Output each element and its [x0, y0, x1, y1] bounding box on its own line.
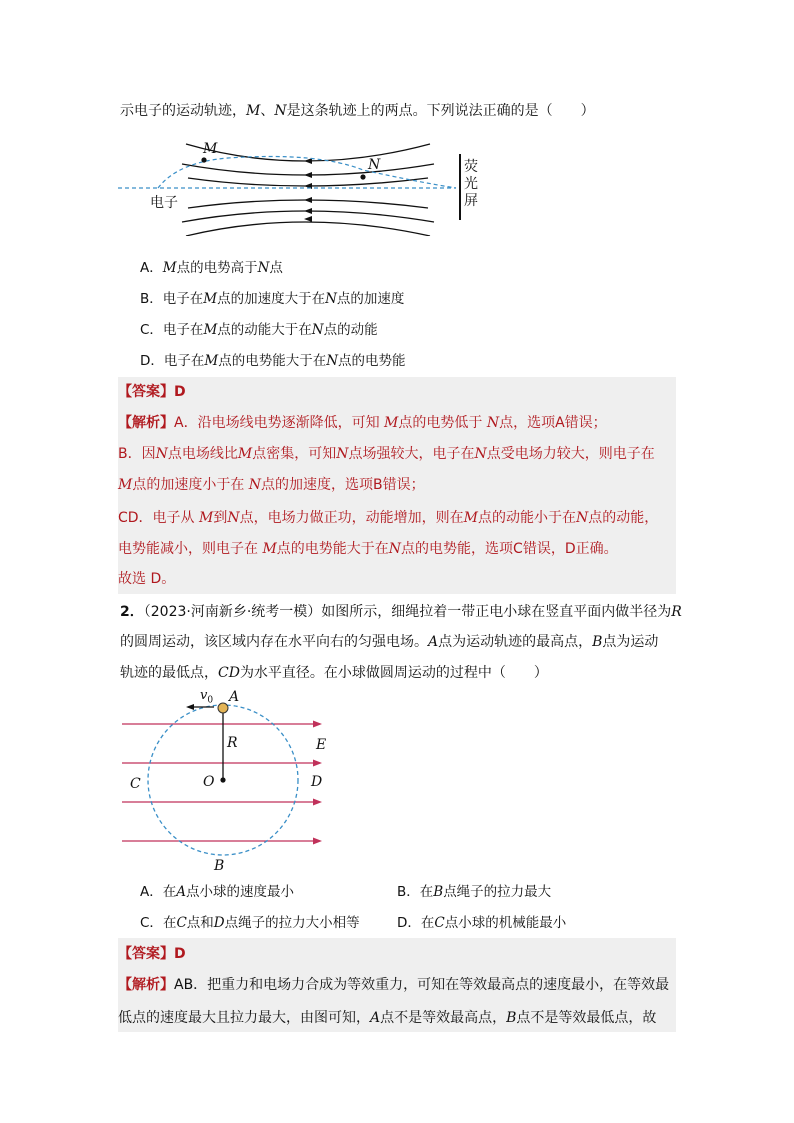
label-D: D	[311, 774, 323, 790]
label-N: N	[368, 157, 381, 173]
label-R: R	[227, 735, 238, 751]
q1-analysis-line-2: B．因N点电场线比M点密集，可知N点场强较大，电子在N点受电场力较大，则电子在	[118, 446, 655, 462]
center-O	[220, 777, 225, 782]
q1-analysis-line-1: 【解析】A．沿电场线电势逐渐降低，可知 M点的电势低于 N点，选项A错误；	[118, 415, 607, 431]
q2-stem-line-1: 2．（2023·河南新乡·统考一模）如图所示，细绳拉着一带正电小球在竖直平面内做半径为R	[120, 604, 682, 620]
q1-option-d: D．电子在M点的电势能大于在N点的电势能	[140, 353, 406, 369]
q2-option-c: C．在C点和D点绳子的拉力大小相等	[140, 915, 360, 931]
q2-answer-block	[118, 938, 676, 1032]
q1-option-b: B．电子在M点的加速度大于在N点的加速度	[140, 291, 405, 307]
q1-answer: 【答案】D	[118, 384, 186, 400]
electric-field-lines	[122, 721, 322, 845]
q1-answer-block	[118, 377, 676, 594]
label-E: E	[316, 737, 327, 753]
label-B: B	[214, 858, 225, 874]
charged-ball	[218, 703, 228, 713]
q1-option-c: C．电子在M点的动能大于在N点的动能	[140, 322, 378, 338]
q2-option-d: D．在C点小球的机械能最小	[397, 915, 567, 931]
q2-answer: 【答案】D	[118, 946, 186, 962]
label-electron: 电子	[150, 195, 178, 211]
q1-analysis-line-4: CD．电子从 M到N点，电场力做正功，动能增加，则在M点的动能小于在N点的动能，	[118, 510, 659, 526]
q2-stem-line-3: 轨迹的最低点，CD为水平直径。在小球做圆周运动的过程中（ ）	[120, 665, 548, 681]
q2-stem-line-2: 的圆周运动，该区域内存在水平向右的匀强电场。A点为运动轨迹的最高点，B点为运动	[120, 634, 659, 650]
label-A: A	[229, 689, 240, 705]
field-arrows	[304, 158, 312, 222]
field-lines	[182, 144, 434, 236]
label-C: C	[130, 776, 141, 792]
q2-option-a: A．在A点小球的速度最小	[140, 884, 294, 900]
label-screen: 荧 光 屏	[464, 159, 478, 209]
q1-analysis-line-6: 故选 D。	[118, 571, 176, 587]
q1-analysis-line-3: M点的加速度小于在 N点的加速度，选项B错误；	[118, 477, 425, 493]
q2-analysis-line-2: 低点的速度最大且拉力最大，由图可知，A点不是等效最高点，B点不是等效最低点，故	[118, 1010, 657, 1026]
q1-analysis-line-5: 电势能减小，则电子在 M点的电势能大于在N点的电势能，选项C错误，D正确。	[118, 541, 618, 557]
q1-stem: 示电子的运动轨迹，M、N是这条轨迹上的两点。下列说法正确的是（ ）	[120, 103, 595, 119]
q2-option-b: B．在B点绳子的拉力最大	[397, 884, 552, 900]
q1-option-a: A．M点的电势高于N点	[140, 260, 283, 276]
label-v0: $v_0$	[200, 688, 214, 706]
q2-circular-motion-figure	[118, 688, 338, 863]
q2-analysis-line-1: 【解析】AB．把重力和电场力合成为等效重力，可知在等效最高点的速度最小，在等效最	[118, 977, 670, 993]
label-M: M	[203, 141, 218, 157]
point-N	[360, 174, 365, 179]
label-O: O	[203, 774, 215, 790]
q1-field-line-figure	[118, 136, 488, 236]
point-M	[201, 157, 206, 162]
